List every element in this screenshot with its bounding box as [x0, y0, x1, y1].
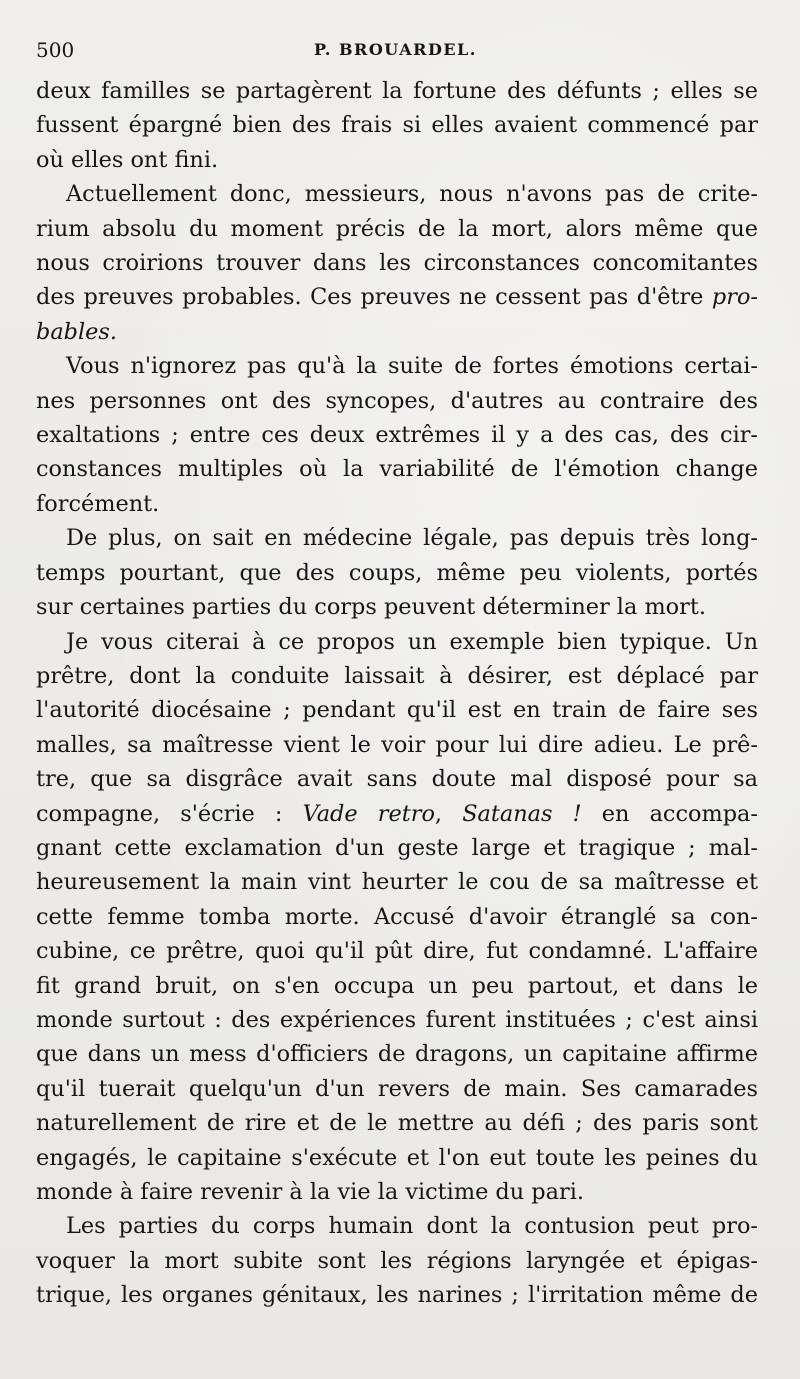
text-line: [36, 349, 758, 383]
text-line: [36, 246, 758, 280]
text-line: [36, 108, 758, 142]
text-segment: cubine, ce prêtre, quoi qu'il pût dire, fut condamné. L'affaire: [36, 938, 758, 965]
italic-text: Satanas !: [462, 800, 582, 827]
text-segment: prêtre, dont la conduite laissait à désirer, est déplacé par: [36, 662, 758, 689]
text-segment: exaltations ; entre ces deux extrêmes il y a des cas, des cir-: [36, 422, 758, 449]
text-segment: Les parties du corps humain dont la contusion peut pro-: [66, 1213, 758, 1240]
text-segment: rium absolu du moment précis de la mort, alors même que: [36, 215, 758, 242]
text-line: [36, 521, 758, 555]
text-segment: compagne, s'écrie :: [36, 800, 303, 827]
text-line: [36, 934, 758, 968]
italic-text: pro-: [711, 284, 758, 311]
text-segment: fussent épargné bien des frais si elles avaient commencé par: [36, 112, 758, 139]
text-segment: sur certaines parties du corps peuvent déterminer la mort.: [36, 594, 706, 621]
text-line: [36, 487, 758, 521]
text-segment: engagés, le capitaine s'exécute et l'on eut toute les peines du: [36, 1144, 758, 1171]
text-line: [36, 693, 758, 727]
text-segment: qu'il tuerait quelqu'un d'un revers de main. Ses camarades: [36, 1075, 758, 1102]
text-line: [36, 1037, 758, 1071]
text-segment: nous croirions trouver dans les circonstances concomitantes: [36, 250, 758, 277]
running-head: P. BROUARDEL.: [314, 40, 477, 59]
text-segment: cette femme tomba morte. Accusé d'avoir étranglé sa con-: [36, 903, 758, 930]
text-segment: De plus, on sait en médecine légale, pas depuis très long-: [66, 525, 758, 552]
text-segment: où elles ont fini.: [36, 146, 219, 173]
text-line: [36, 728, 758, 762]
text-segment: temps pourtant, que des coups, même peu violents, portés: [36, 559, 758, 586]
text-segment: gnant cette exclamation d'un geste large et tragique ; mal-: [36, 834, 758, 861]
text-segment: Je vous citerai à ce propos un exemple bien typique. Un: [66, 628, 758, 655]
text-line: [36, 315, 758, 349]
paragraph: [36, 1209, 758, 1312]
text-line: [36, 418, 758, 452]
text-line: [36, 625, 758, 659]
italic-text: bables.: [36, 318, 118, 345]
text-segment: monde surtout : des expériences furent instituées ; c'est ainsi: [36, 1006, 758, 1033]
text-segment: heureusement la main vint heurter le cou de sa maîtresse et: [36, 869, 758, 896]
text-segment: tre, que sa disgrâce avait sans doute mal disposé pour sa: [36, 766, 758, 793]
text-line: [36, 659, 758, 693]
text-line: [36, 280, 758, 314]
text-segment: fit grand bruit, on s'en occupa un peu partout, et dans le: [36, 972, 758, 999]
text-segment: forcément.: [36, 490, 160, 517]
body-text: [36, 74, 758, 1313]
text-line: [36, 865, 758, 899]
text-segment: Vous n'ignorez pas qu'à la suite de fortes émotions certai-: [66, 353, 758, 380]
text-segment: ,: [434, 800, 463, 827]
text-segment: voquer la mort subite sont les régions laryngée et épigas-: [36, 1247, 758, 1274]
text-line: [36, 1175, 758, 1209]
text-line: [36, 969, 758, 1003]
text-segment: constances multiples où la variabilité de l'émotion change: [36, 456, 758, 483]
text-line: [36, 1244, 758, 1278]
text-segment: l'autorité diocésaine ; pendant qu'il est en train de faire ses: [36, 697, 758, 724]
text-segment: des preuves probables. Ces preuves ne cessent pas d'être: [36, 284, 712, 311]
text-line: [36, 590, 758, 624]
italic-text: Vade retro: [302, 800, 435, 827]
text-segment: deux familles se partagèrent la fortune des défunts ; elles se: [36, 78, 758, 104]
text-line: [36, 212, 758, 246]
paragraph: [36, 349, 758, 521]
text-line: [36, 1003, 758, 1037]
text-line: [36, 900, 758, 934]
text-line: [36, 831, 758, 865]
paragraph: [36, 74, 758, 177]
text-line: [36, 797, 758, 831]
paragraph: [36, 625, 758, 1210]
text-line: [36, 556, 758, 590]
page-number: 500: [36, 38, 75, 62]
text-line: [36, 384, 758, 418]
text-segment: monde à faire revenir à la vie la victime du pari.: [36, 1179, 584, 1205]
text-line: [36, 1072, 758, 1106]
text-segment: naturellement de rire et de le mettre au défi ; des paris sont: [36, 1110, 758, 1137]
text-line: [36, 1278, 758, 1312]
text-line: [36, 1141, 758, 1175]
text-line: [36, 452, 758, 486]
text-segment: nes personnes ont des syncopes, d'autres au contraire des: [36, 387, 758, 414]
text-segment: que dans un mess d'officiers de dragons, un capitaine affirme: [36, 1041, 758, 1068]
page-header: [36, 28, 758, 74]
paragraph: [36, 521, 758, 624]
text-line: [36, 762, 758, 796]
text-segment: en accompa-: [581, 800, 758, 827]
text-line: [36, 74, 758, 108]
text-line: [36, 1209, 758, 1243]
paragraph: [36, 177, 758, 349]
text-line: [36, 1106, 758, 1140]
text-line: [36, 177, 758, 211]
text-segment: Actuellement donc, messieurs, nous n'avons pas de crite-: [66, 181, 758, 208]
text-segment: malles, sa maîtresse vient le voir pour lui dire adieu. Le prê-: [36, 731, 758, 758]
text-segment: trique, les organes génitaux, les narines ; l'irritation même de: [36, 1282, 758, 1309]
text-line: [36, 143, 758, 177]
